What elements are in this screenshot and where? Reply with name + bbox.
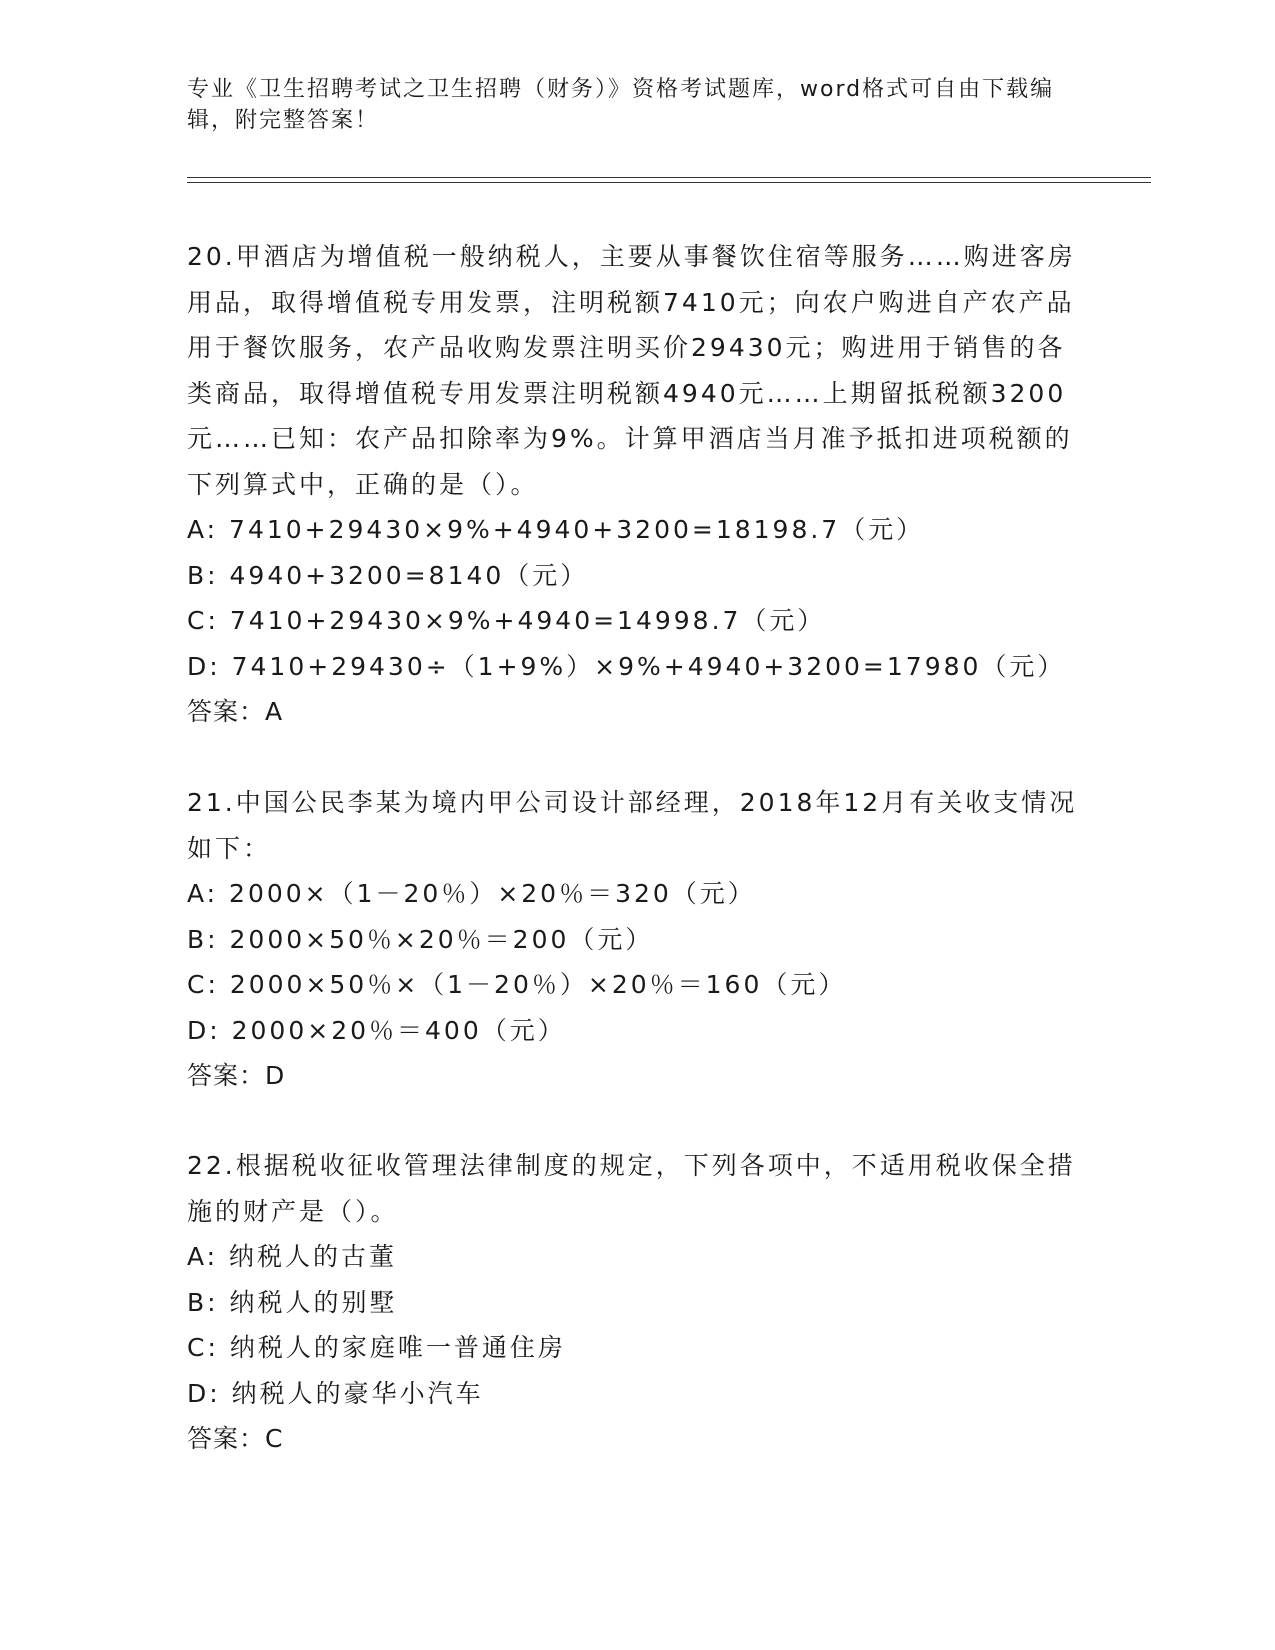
answer: 答案：A: [187, 697, 284, 726]
question-21: [187, 780, 1087, 1099]
option-c: C: 7410+29430×9%+4940=14998.7（元）: [187, 606, 826, 635]
option-a: A: 2000×（1－20％）×20％＝320（元）: [187, 879, 756, 908]
option-b: B: 纳税人的别墅: [187, 1287, 398, 1317]
option-b: B: 4940+3200=8140（元）: [187, 560, 589, 590]
document-header: 专业《卫生招聘考试之卫生招聘（财务）》资格考试题库，word格式可自由下载编辑，附完整答案！: [187, 77, 1055, 133]
answer: 答案：D: [187, 1061, 286, 1090]
option-a: A: 7410+29430×9%+4940+3200=18198.7（元）: [187, 515, 925, 544]
option-c: C: 纳税人的家庭唯一普通住房: [187, 1333, 566, 1362]
question-20: [187, 234, 1087, 735]
question-stem: 20.甲酒店为增值税一般纳税人，主要从事餐饮住宿等服务……购进客房用品，取得增值税专用发票，注明税额7410元；向农户购进自产农产品用于餐饮服务，农产品收购发票注明买价29430元；购进用于销售的各类商品，取得增值税专用发票注明税额4940元……上期留抵税额3200元……已知：农产品扣除率为9%。计算甲酒店当月准予抵扣进项税额的下列算式中，正确的是（）。: [187, 242, 1076, 499]
option-d: D: 7410+29430÷（1+9%）×9%+4940+3200=17980（元）: [187, 651, 1066, 681]
option-d: D: 2000×20％＝400（元）: [187, 1015, 566, 1045]
question-22: [187, 1143, 1087, 1462]
question-stem: 21.中国公民李某为境内甲公司设计部经理，2018年12月有关收支情况如下：: [187, 788, 1078, 863]
option-d: D: 纳税人的豪华小汽车: [187, 1378, 484, 1408]
option-a: A: 纳税人的古董: [187, 1242, 398, 1271]
question-stem: 22.根据税收征收管理法律制度的规定，下列各项中，不适用税收保全措施的财产是（）。: [187, 1151, 1076, 1226]
header-divider-bottom: [187, 182, 1151, 183]
header-divider-top: [187, 177, 1151, 178]
option-b: B: 2000×50％×20％＝200（元）: [187, 924, 654, 954]
answer: 答案：C: [187, 1424, 284, 1453]
option-c: C: 2000×50％×（1－20％）×20％＝160（元）: [187, 970, 847, 999]
